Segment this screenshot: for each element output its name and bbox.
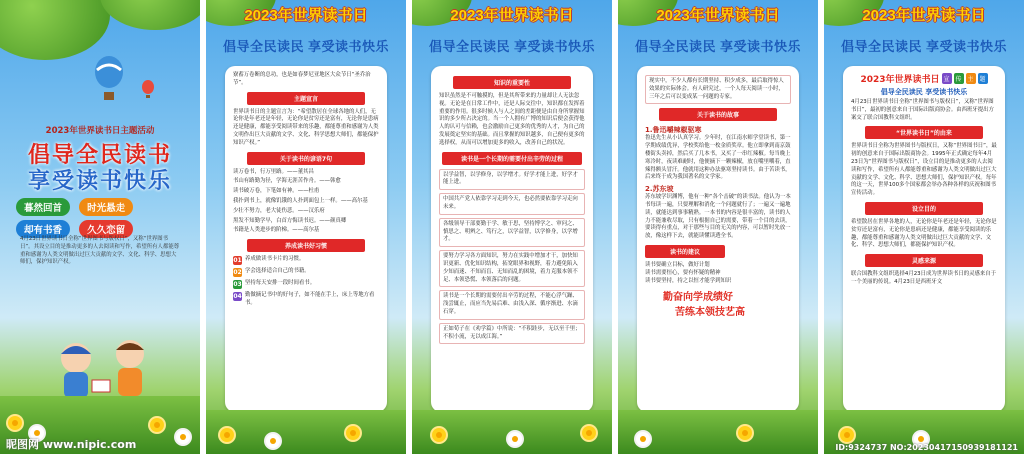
lead-box: 现实中，不少人都有长期坚持、积少成多，最后取得惊人效果的实际体会。有人研究过，一个人每天阅读一小时，三年之后可以变成某一问题的专家。 (645, 75, 791, 104)
section-bar: 关于读书的谚语7句 (247, 152, 365, 165)
section-bar: 养成读书好习惯 (247, 239, 365, 252)
flower-icon (636, 432, 650, 446)
panel-title: 2023年世界读书日 (862, 7, 986, 24)
intro-text: 4月23日世界读书日全称“世界图书与版权日”，又称“世界图书日”。其设立目的是推动更多的人去阅读和写作，希望所有人都能尊重和感谢为人类文明做出过巨大贡献的文学、文化、科学、思想大师们，保护知识产权。 (20, 236, 180, 266)
panel-subtitle: 倡导全民读民 享受读书快乐 (840, 39, 1008, 54)
knowledge-text: 知识虽然是不可触摸的，但是其所带来的力量却让人无法忽视。无论是在日常工作中，还是人际交往中，知识都在发挥着重要的作用。很多时候人与人之间的差距便是由自身所掌握知识的多少所占决定的。当一个人拥有广博的知识后便会获得他人的认可与信赖，也会激励自己更多的优秀的人才，为自己的发展奠定坚实的基础。而且掌握的知识越多，自己便有更多的选择权，从而可以增加更多的收入，改善自己的状况。 (439, 93, 585, 146)
foliage (0, 0, 110, 60)
number-badge: 01 (233, 257, 242, 265)
grass-ground (206, 410, 406, 454)
tag: 宣 (942, 73, 952, 84)
tip-item: 读书要坚持，持之以恒才能学到知识 (645, 277, 732, 284)
panel-title: 2023年世界读书日 (244, 7, 368, 24)
content-card (225, 66, 387, 412)
quote-box: 要努力学习各方面知识，努力在实践中增加才干，加快知识更新、优化知识结构，拓宽眼界和视野，着力避免陷入少知而迷、不知而盲、无知而乱的困境，着力克服本领不足、本领恐慌、本领落后的问题。 (439, 250, 585, 287)
quote-item: 少壮不努力，老大徒伤悲。——汉乐府 (233, 207, 325, 214)
tip-item: 读书要确立目标，做好计划 (645, 261, 710, 268)
quote-box: 读书是一个长期的需要付出辛劳的过程，不能心浮气躁、浅尝辄止，而应当先易后难、由浅入深、循序渐进、水滴石穿。 (439, 290, 585, 319)
phrase-pills (14, 196, 190, 240)
section-bar: 灵感来源 (865, 254, 983, 267)
slogan-line-2: 苦练本领技艺高 (675, 307, 745, 319)
content-card (843, 66, 1005, 412)
quote-box: 以学益智，以学修身，以学增才。好学才能上进，好学才能上进。 (439, 169, 585, 191)
flower-icon (266, 434, 280, 448)
quote-list (233, 169, 379, 236)
phrase-pill: 久久恋留 (79, 220, 133, 238)
panel-subtitle: 倡导全民读民 享受读书快乐 (634, 39, 802, 54)
flower-icon (8, 416, 22, 430)
panel-title: 2023年世界读书日 (450, 7, 574, 24)
card-header (851, 72, 997, 85)
habit-item: 01 养成做读书卡片的习惯。 (233, 256, 305, 265)
card-year-title: 2023年世界读书日 (860, 75, 940, 85)
section-bar: 主题宣言 (247, 92, 365, 105)
theme-line: 2023年世界读书日主题活动 (45, 126, 155, 136)
flower-icon (150, 418, 164, 432)
section-bar: 读书是一个长期的需要付出辛劳的过程 (442, 152, 582, 165)
watermark-left: 昵图网 www.nipic.com (6, 438, 137, 451)
lead-text: 寮蓄万卷断的总功，也是如春梦尼亚地区大众节日“圣乔治节”。 (233, 72, 371, 86)
quote-item: 我扑到书上，就像饥饿的人扑到面包上一样。——高尔基 (233, 197, 368, 204)
watermark-right: ID:9324737 NO:20230417150939181121 (835, 443, 1018, 452)
story-text: 苏东坡学识渊博，他有一种“各个击破”的读书法。他认为一本书每读一遍，只要理解和消化一个问题就行了；一遍又一遍地读，就能达到事事精熟。一本书的内容是很丰富的，读书的人力不能兼收尽取，只有根据自己的需要，带着一个目的去读，要读得有重点，对于那些与目的无关的内容，可以暂时先放一放，像这样下去，就能读懂读透全书。 (645, 194, 791, 240)
quote-box: 各级领导干部要勤于学、敏于思，坚持博学之、审问之、慎思之、明辨之、笃行之，以学益智，以学修身，以学增才。 (439, 218, 585, 247)
flower-icon (582, 426, 596, 440)
origin-text: 世界读书日全称为世界图书与版权日，又称“世界图书日”，最初的创意来自于国际出版商协会。1995年正式确定每年4月23日为“世界图书与版权日”，设立目的是推动更多的人去阅读和写作，希望所有人都能尊重和感谢为人类文明做出过巨大贡献的文学、文化、科学、思想大师们，保护知识产权。每年的这一天，世界100多个国家都会举办各种各样的庆祝和图书宣传活动。 (851, 143, 997, 197)
tag: 题 (978, 73, 988, 84)
section-bar: 知识的重要性 (453, 76, 571, 89)
declaration-text: 世界读书日的主题宣言为：“希望散居在全球各地的人们，无论你是年老还是年轻，无论你是贫穷还是富有，无论你是患病还是健康，都能享受阅读带来的乐趣，都能尊重和感谢为人类文明作出巨大贡献的文学、文化、科学思想大师们，都能保护知识产权。” (233, 108, 379, 146)
poster-panel-stories (618, 0, 818, 454)
hot-air-balloon-icon (140, 80, 156, 100)
hot-air-balloon-icon (92, 56, 126, 104)
habit-item: 03 坚持每天安排一段时间看书。 (233, 280, 316, 289)
number-badge: 04 (233, 293, 242, 301)
number-badge: 03 (233, 281, 242, 289)
quote-item: 读万卷书，行万里路。——董其昌 (233, 168, 314, 175)
flower-icon (508, 432, 522, 446)
content-card (431, 66, 593, 412)
headline-1: 倡导全民读书 (27, 143, 172, 168)
card-slogan: 倡导全民读民 享受读书快乐 (880, 88, 968, 96)
content-card (637, 66, 799, 412)
quote-box: 中国共产党人依靠学习走到今天，也必然要依靠学习走向未来。 (439, 193, 585, 215)
quote-item: 读书破万卷，下笔如有神。——杜甫 (233, 188, 320, 195)
section-bar: 关于读书的故事 (659, 108, 777, 121)
flower-icon (840, 428, 854, 442)
story-title: 1.鲁迅嚼辣椒驱寒 (645, 126, 702, 135)
headline-2: 享受读书快乐 (27, 169, 172, 194)
phrase-pill: 时光悬走 (79, 198, 133, 216)
section-bar: 读书的建议 (645, 245, 725, 258)
flower-icon (346, 426, 360, 440)
section-bar: “世界读书日”的由来 (865, 126, 983, 139)
slogan-line-1: 勤奋向学成绩好 (663, 292, 733, 304)
purpose-text: 希望散居在世界各地的人，无论你是年老还是年轻，无论你是贫穷还是富有，无论你是患病还是健康，都能享受阅读的乐趣，都能尊重和感谢为人类文明做出过巨大贡献的文学、文化、科学、思想大师们，都能保护知识产权。 (851, 218, 997, 249)
panel-subtitle: 倡导全民读民 享受读书快乐 (222, 39, 390, 54)
flower-icon (220, 428, 234, 442)
habit-item: 02 学会选择适合自己的书籍。 (233, 268, 310, 277)
poster-panel-knowledge (412, 0, 612, 454)
tag: 传 (954, 73, 964, 84)
poster-panel-cover (0, 0, 200, 454)
quote-box: 正如荀子在《劝学篇》中所说：“不积跬步，无以至千里；不积小流，无以成江海。” (439, 323, 585, 345)
phrase-pill: 却有书香 (16, 220, 70, 238)
section-bar: 设立目的 (865, 202, 983, 215)
flower-icon (176, 430, 190, 444)
story-text: 鲁迅先生从小认真学习。少年时，在江南水师学堂读书，第一学期成绩优异，学校奖给他一枚金质奖章。他立即拿到南京鼓楼街头卖掉，然后买了几本书，又买了一串红辣椒。每当晚上寒冷时，夜读难耐时，他便摘下一颗辣椒，放在嘴里嚼着，直辣得额头冒汗。他就用这种办法驱寒坚持读书。由于苦读书，后来终于成为我国著名的文学家。 (645, 135, 791, 181)
foliage (100, 0, 200, 30)
panel-title: 2023年世界读书日 (656, 7, 780, 24)
quote-item: 黑发不知勤学早，白首方悔读书迟。——颜真卿 (233, 217, 347, 224)
grass-ground (618, 410, 818, 454)
number-badge: 02 (233, 269, 242, 277)
story-title: 2.苏东坡 (645, 185, 674, 194)
tip-item: 读书需要恒心，要有怀疑的精神 (645, 269, 721, 276)
inspiration-text: 联合国教科文组织选择4月23日成为世界读书日的灵感来自于一个美丽的传说。4月23日是西班牙文 (851, 271, 997, 285)
quote-item: 书籍是人类进步的阶梯。——高尔基 (233, 227, 320, 234)
quote-item: 书山有路勤为径，学海无涯苦作舟。——韩愈 (233, 178, 341, 185)
panel-subtitle: 倡导全民读民 享受读书快乐 (428, 39, 596, 54)
flower-icon (432, 428, 446, 442)
poster-panel-origin (824, 0, 1024, 454)
intro-text: 4月23日世界读书日全称“世界图书与版权日”，又称“世界图书日”，最初的创意来自于国际出版商协会。由西班牙提出方案交了联合国教科文组织。 (851, 99, 994, 121)
flower-icon (738, 426, 752, 440)
phrase-pill: 暮然回首 (16, 198, 70, 216)
tag: 主 (966, 73, 976, 84)
poster-panel-declaration (206, 0, 406, 454)
habit-item: 04 勤做摘记书中的好句子，如不能在手上，床上等地方看书。 (233, 292, 375, 306)
